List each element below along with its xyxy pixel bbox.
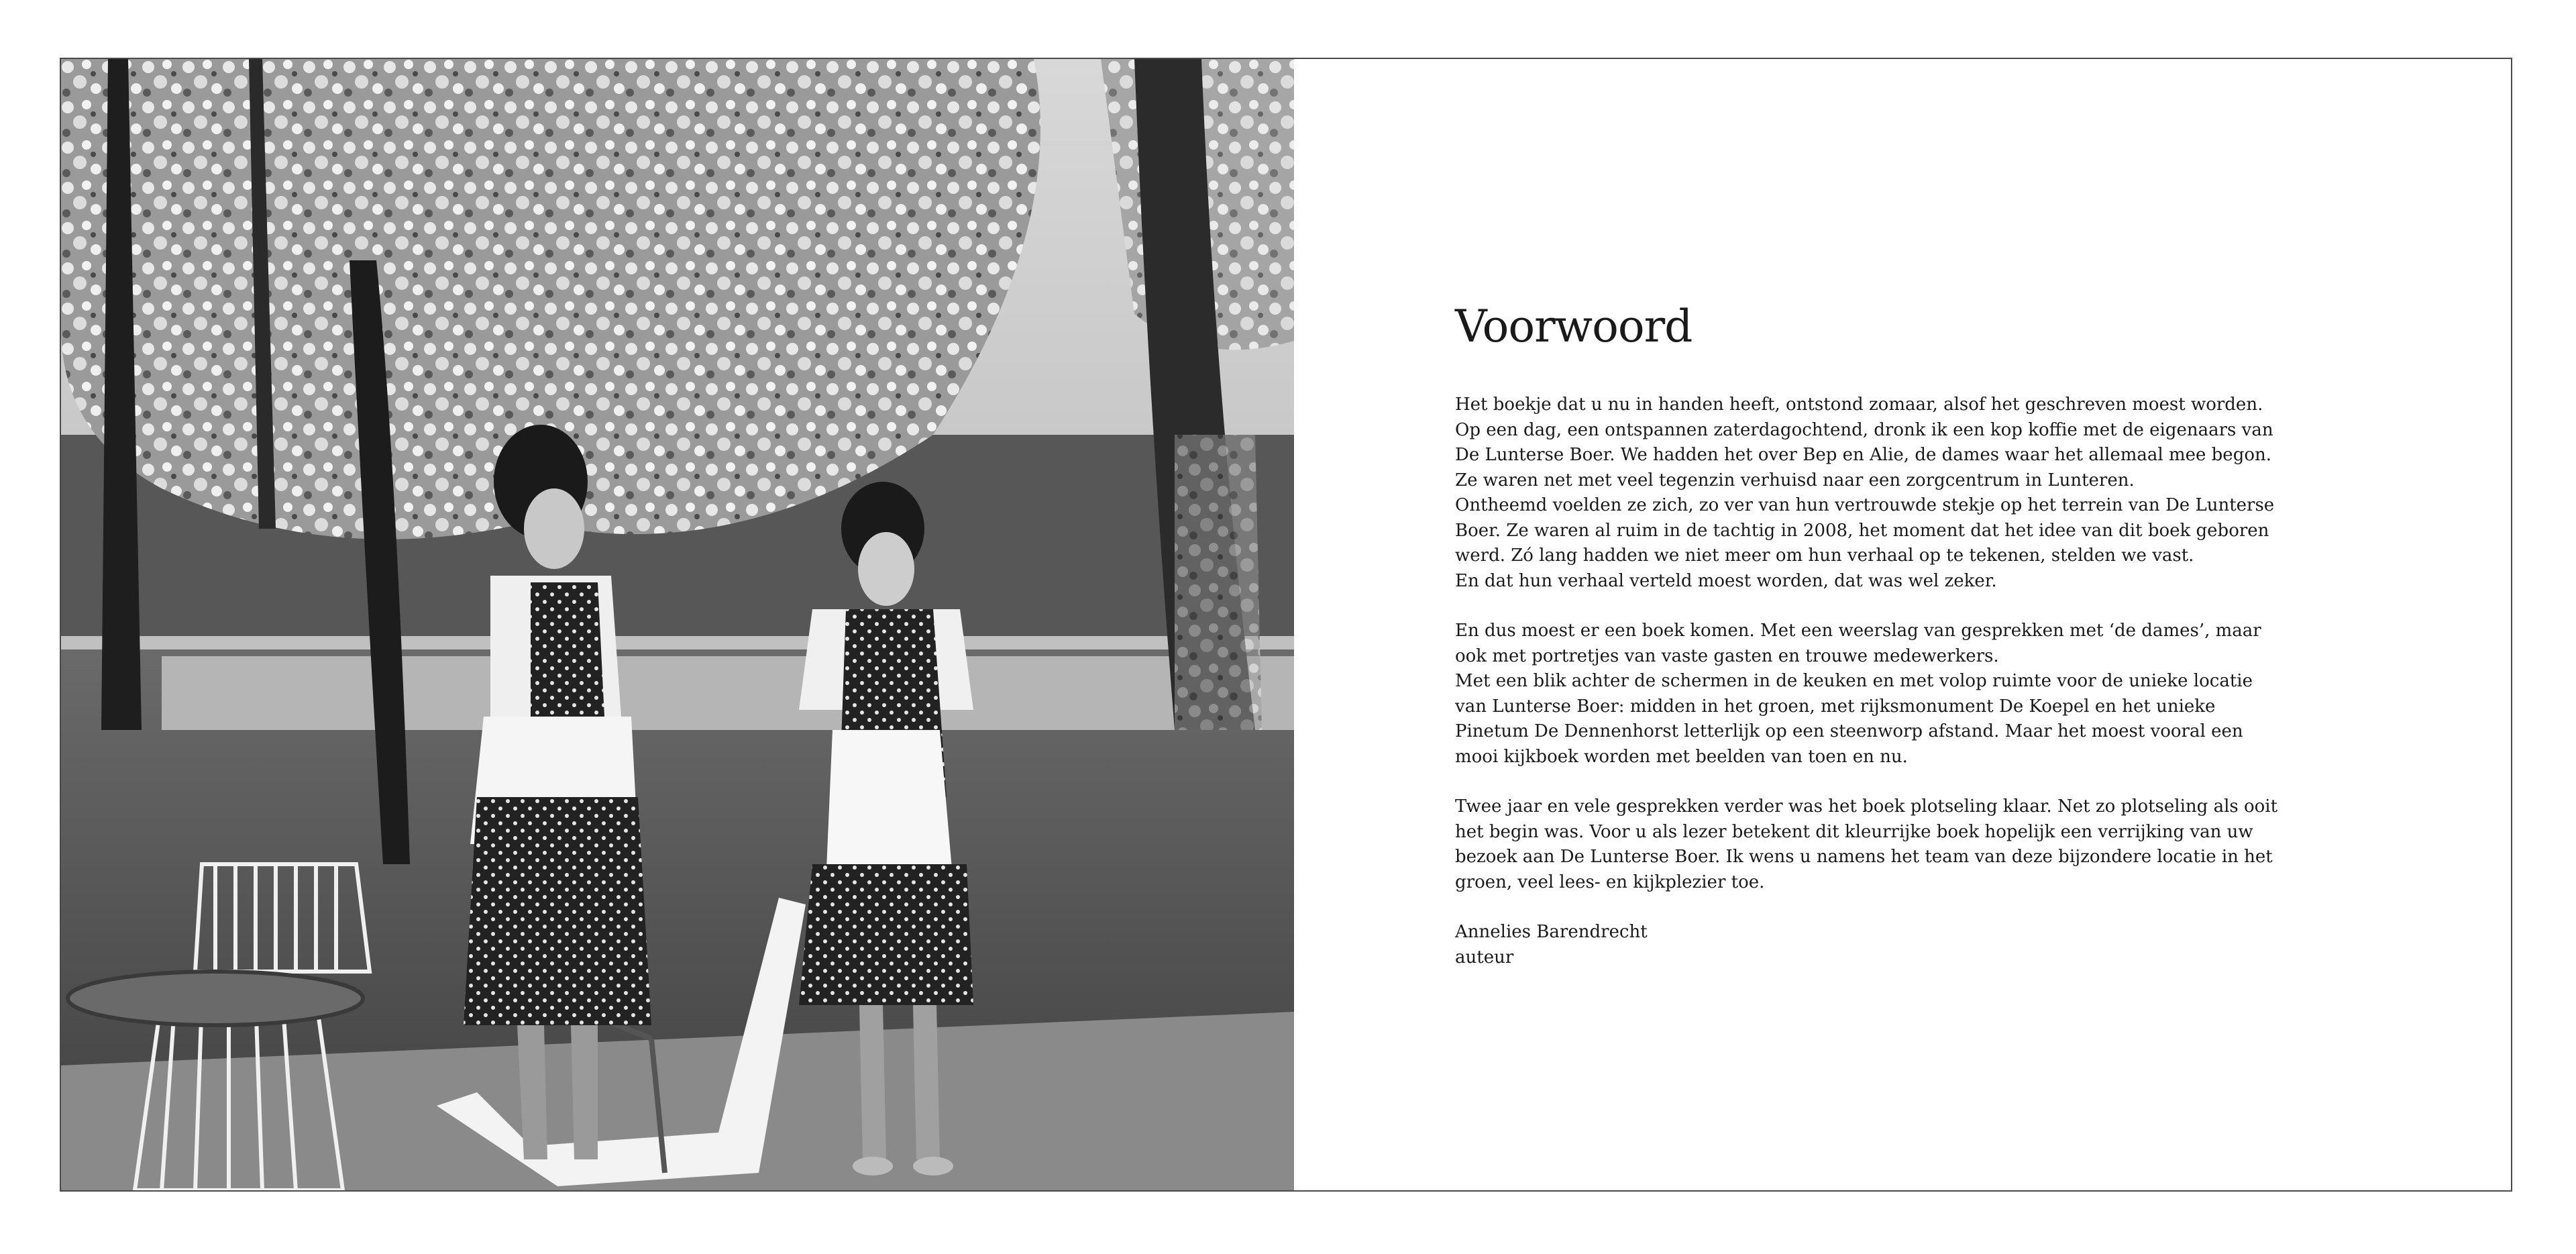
author-role: auteur xyxy=(1455,947,1514,968)
text-line: Ze waren net met veel tegenzin verhuisd naar een zorgcentrum in Lunteren. xyxy=(1455,470,2135,490)
text-line: van Lunterse Boer: midden in het groen, met rijksmonument De Koepel en het unieke xyxy=(1455,696,2216,717)
foreword-page xyxy=(1455,301,2327,995)
text-line: Het boekje dat u nu in handen heeft, ontstond zomaar, alsof het geschreven moest worden. xyxy=(1455,395,2263,415)
paragraph-2 xyxy=(1455,619,2327,770)
text-line: Boer. Ze waren al ruim in de tachtig in 2008, het moment dat het idee van dit boek geboren xyxy=(1455,520,2269,541)
text-line: Pinetum De Dennenhorst letterlijk op een steenworp afstand. Maar het moest vooral een xyxy=(1455,721,2243,741)
text-line: Met een blik achter de schermen in de keuken en met volop ruimte voor de unieke locatie xyxy=(1455,671,2253,691)
author-name: Annelies Barendrecht xyxy=(1455,922,1648,942)
paragraph-3 xyxy=(1455,794,2327,895)
text-line: Twee jaar en vele gesprekken verder was het boek plotseling klaar. Net zo plotseling als ooit xyxy=(1455,796,2278,817)
text-line: groen, veel lees- en kijkplezier toe. xyxy=(1455,872,1765,892)
paragraph-1 xyxy=(1455,393,2327,594)
book-spread xyxy=(60,58,2512,1192)
page-title: Voorwoord xyxy=(1455,301,1693,352)
text-line: mooi kijkboek worden met beelden van toen en nu. xyxy=(1455,746,1908,767)
text-line: En dus moest er een boek komen. Met een weerslag van gesprekken met ‘de dames’, maar xyxy=(1455,621,2261,641)
garden-photo-illustration xyxy=(61,59,1294,1190)
text-line: Ontheemd voelden ze zich, zo ver van hun vertrouwde stekje op het terrein van De Lunterse xyxy=(1455,495,2275,515)
text-line: En dat hun verhaal verteld moest worden, dat was wel zeker. xyxy=(1455,570,1997,591)
text-line: Op een dag, een ontspannen zaterdagochtend, dronk ik een kop koffie met de eigenaars van xyxy=(1455,419,2273,440)
text-line: bezoek aan De Lunterse Boer. Ik wens u namens het team van deze bijzondere locatie in het xyxy=(1455,847,2273,867)
text-line: het begin was. Voor u als lezer betekent dit kleurrijke boek hopelijk een verrijking van uw xyxy=(1455,821,2253,842)
archive-photo xyxy=(61,59,1294,1190)
text-line: ook met portretjes van vaste gasten en trouwe medewerkers. xyxy=(1455,645,1999,666)
text-line: werd. Zó lang hadden we niet meer om hun verhaal op te tekenen, stelden we vast. xyxy=(1455,545,2194,566)
signature-block xyxy=(1455,920,2327,970)
text-line: De Lunterse Boer. We hadden het over Bep en Alie, de dames waar het allemaal mee begon. xyxy=(1455,445,2271,465)
